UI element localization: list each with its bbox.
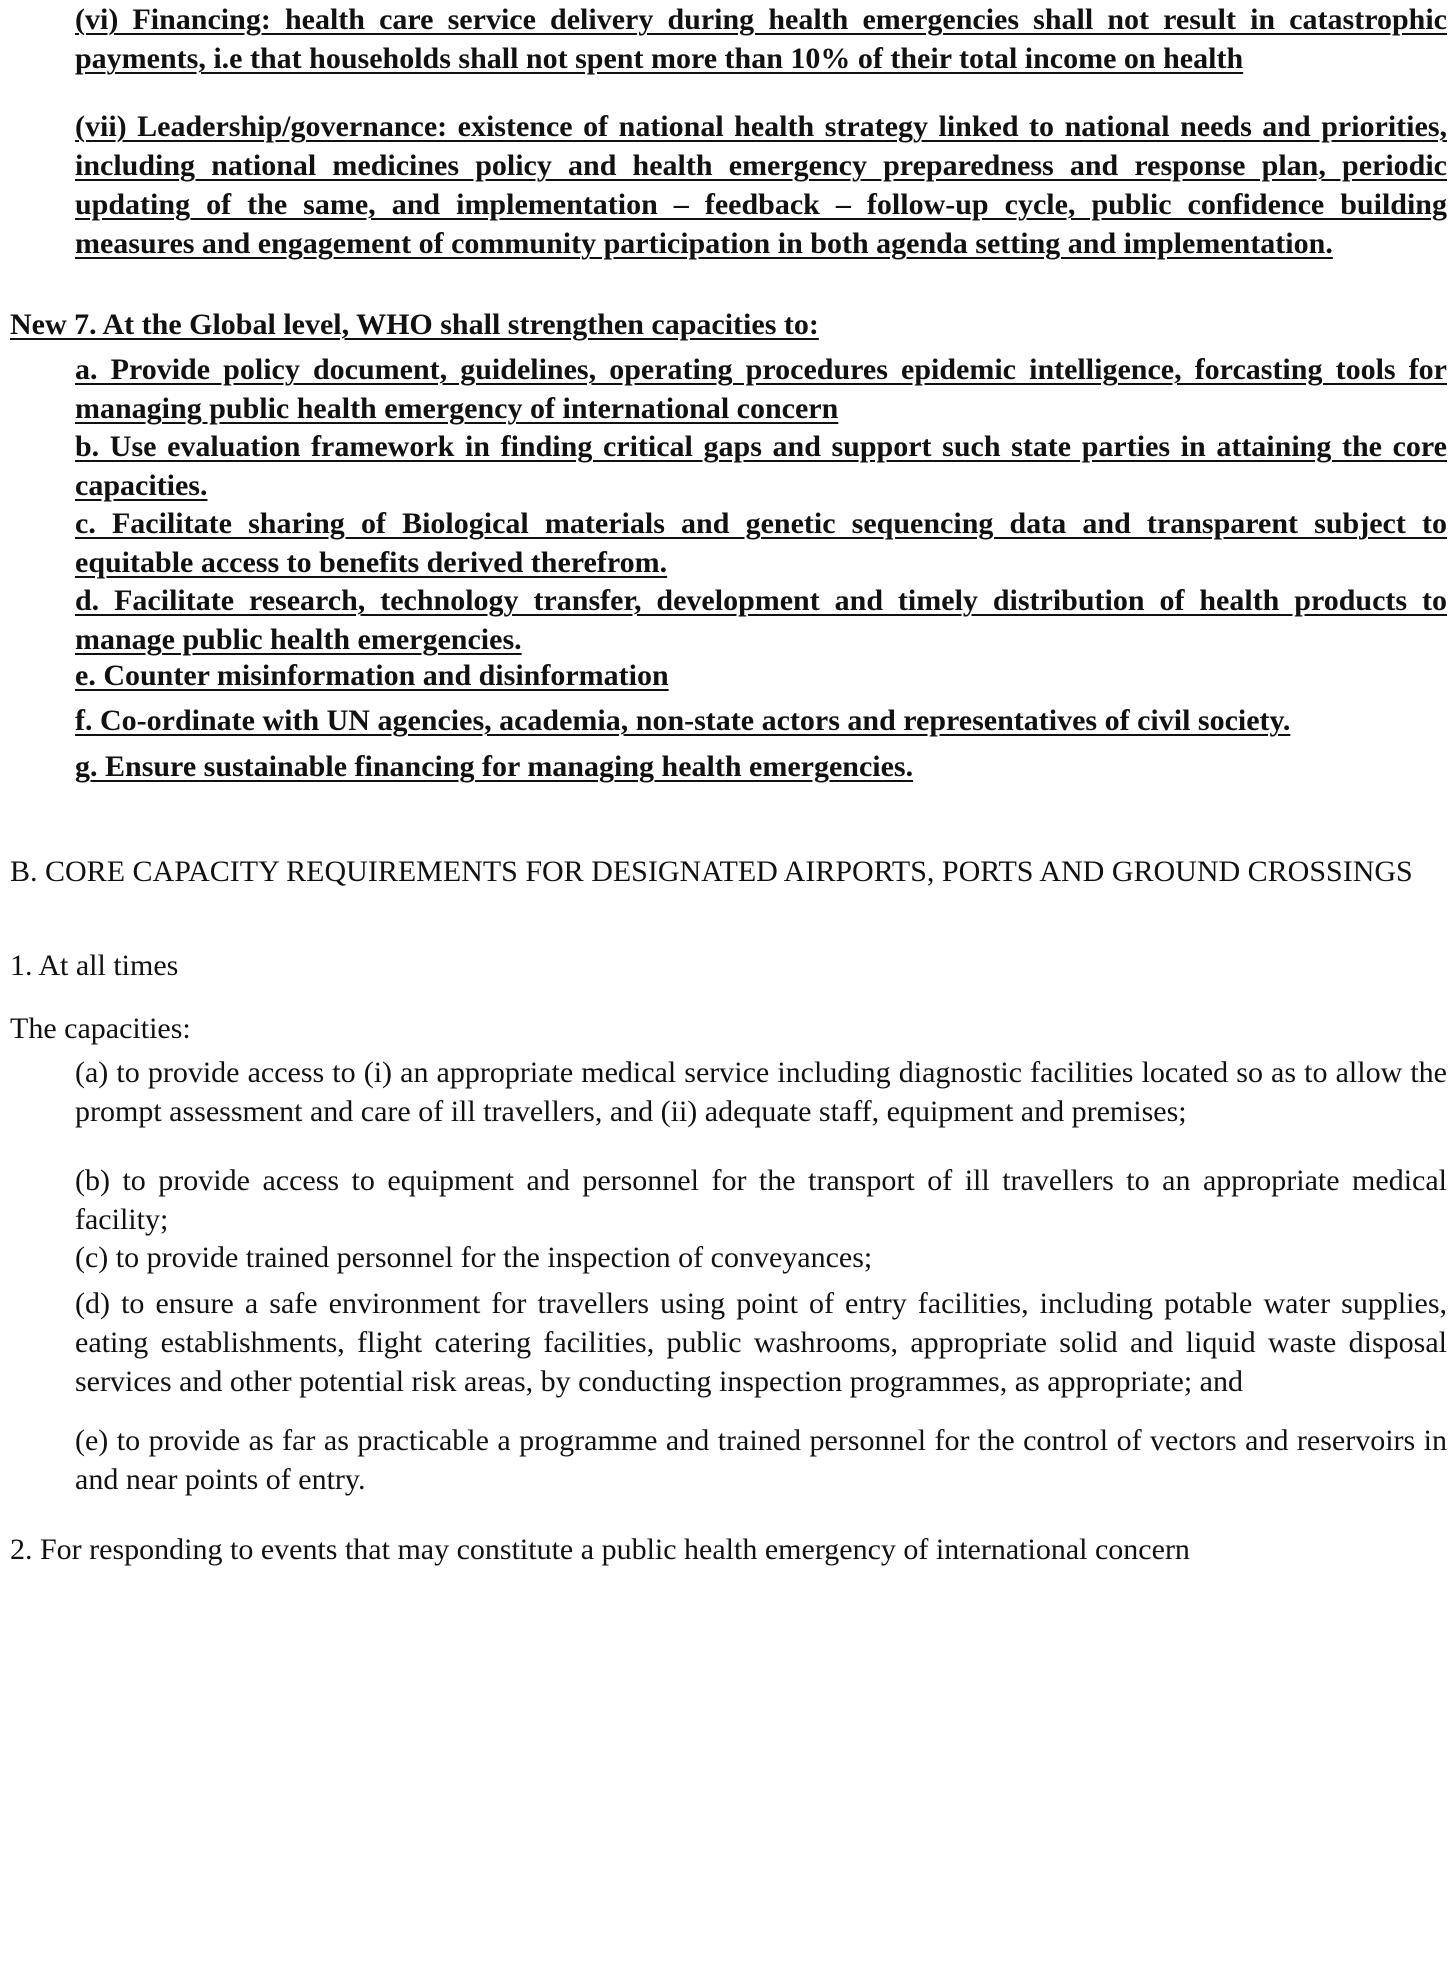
capacity-item-c: (c) to provide trained personnel for the inspection of conveyances; (75, 1241, 873, 1274)
capacities-intro: The capacities: (10, 1012, 191, 1045)
item-vi-financing: (vi) Financing: health care service delivery during health emergencies shall not result in catastrophic payments, i.e that households shall not spent more than 10% of their total income on health (75, 3, 1447, 75)
capacity-item-d: (d) to ensure a safe environment for travellers using point of entry facilities, including potable water supplies, eating establishments, flight catering facilities, public washrooms, appropriate solid and liquid waste disposal services and other potential risk areas, by conducting inspection programmes, as appropriate; and (75, 1287, 1447, 1398)
section-b-heading: B. CORE CAPACITY REQUIREMENTS FOR DESIGNATED AIRPORTS, PORTS AND GROUND CROSSINGS (10, 855, 1413, 888)
item-vii-leadership: (vii) Leadership/governance: existence of national health strategy linked to national needs and priorities, including national medicines policy and health emergency preparedness and response plan, periodic updating of the same, and implementation – feedback – follow-up cycle, public confidence building measures and engagement of community participation in both agenda setting and implementation. (75, 110, 1447, 260)
new7-item-d: d. Facilitate research, technology transfer, development and timely distribution of health products to manage public health emergencies. (75, 584, 1447, 656)
capacity-item-b: (b) to provide access to equipment and personnel for the transport of ill travellers to an appropriate medical facility; (75, 1164, 1447, 1236)
capacity-item-e: (e) to provide as far as practicable a programme and trained personnel for the control of vectors and reservoirs in and near points of entry. (75, 1424, 1447, 1496)
new7-item-e: e. Counter misinformation and disinformation (75, 659, 669, 692)
new7-item-a: a. Provide policy document, guidelines, operating procedures epidemic intelligence, forcasting tools for managing public health emergency of international concern (75, 353, 1447, 425)
section-b-sub1: 1. At all times (10, 949, 179, 982)
new7-item-b: b. Use evaluation framework in finding critical gaps and support such state parties in attaining the core capacities. (75, 430, 1447, 502)
new7-item-c: c. Facilitate sharing of Biological materials and genetic sequencing data and transparent subject to equitable access to benefits derived therefrom. (75, 507, 1447, 579)
new7-heading: New 7. At the Global level, WHO shall strengthen capacities to: (10, 308, 819, 341)
new7-item-f: f. Co-ordinate with UN agencies, academia, non-state actors and representatives of civil society. (75, 704, 1291, 737)
capacity-item-a: (a) to provide access to (i) an appropriate medical service including diagnostic facilities located so as to allow the prompt assessment and care of ill travellers, and (ii) adequate staff, equipment and premises; (75, 1056, 1447, 1128)
new7-item-g: g. Ensure sustainable financing for managing health emergencies. (75, 750, 914, 783)
section-b-sub2: 2. For responding to events that may constitute a public health emergency of international concern (10, 1533, 1190, 1566)
